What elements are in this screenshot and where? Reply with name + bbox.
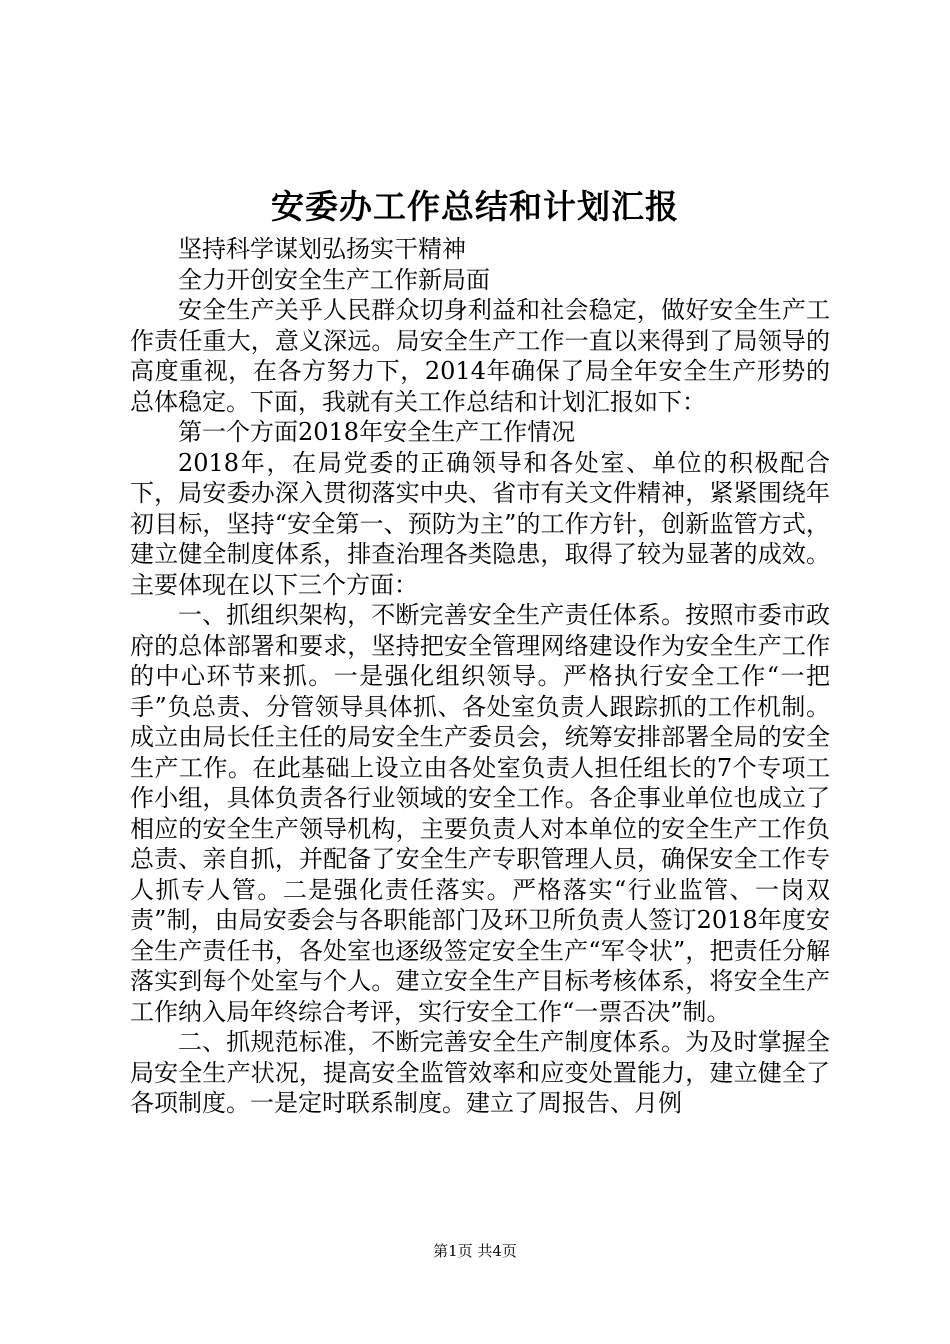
intro-paragraph: 安全生产关乎人民群众切身利益和社会稳定，做好安全生产工作责任重大，意义深远。局安全生产工作一直以来得到了局领导的高度重视，在各方努力下，2014年确保了局全年安全生产形势的总体稳定。下面，我就有关工作总结和计划汇报如下： bbox=[130, 296, 830, 416]
document-title: 安委办工作总结和计划汇报 bbox=[271, 187, 679, 226]
section-heading: 第一个方面2018年安全生产工作情况 bbox=[178, 418, 576, 446]
subtitle-line-2: 全力开创安全生产工作新局面 bbox=[178, 265, 490, 294]
page-number-footer: 第1页 共4页 bbox=[433, 1242, 517, 1260]
overview-paragraph: 2018年，在局党委的正确领导和各处室、单位的积极配合下，局安委办深入贯彻落实中央、省市有关文件精神，紧紧围绕年初目标，坚持“安全第一、预防为主”的工作方针，创新监管方式，建立健全制度体系，排查治理各类隐患，取得了较为显著的成效。主要体现在以下三个方面： bbox=[130, 448, 830, 599]
subtitle-line-1: 坚持科学谋划弘扬实干精神 bbox=[178, 235, 466, 263]
point-two-paragraph: 二、抓规范标准，不断完善安全生产制度体系。为及时掌握全局安全生产状况，提高安全监管效率和应变处置能力，建立健全了各项制度。一是定时联系制度。建立了周报告、月例 bbox=[130, 1028, 830, 1117]
document-body bbox=[130, 234, 830, 1119]
point-one-paragraph: 一、抓组织架构，不断完善安全生产责任体系。按照市委市政府的总体部署和要求，坚持把安全管理网络建设作为安全生产工作的中心环节来抓。一是强化组织领导。严格执行安全工作“一把手”负总责、分管领导具体抓、各处室负责人跟踪抓的工作机制。成立由局长任主任的局安全生产委员会，统筹安排部署全局的安全生产工作。在此基础上设立由各处室负责人担任组长的7个专项工作小组，具体负责各行业领域的安全工作。各企事业单位也成立了相应的安全生产领导机构，主要负责人对本单位的安全生产工作负总责、亲自抓，并配备了安全生产专职管理人员，确保安全工作专人抓专人管。二是强化责任落实。严格落实“行业监管、一岗双责”制，由局安委会与各职能部门及环卫所负责人签订2018年度安全生产责任书，各处室也逐级签定安全生产“军令状”，把责任分解落实到每个处室与个人。建立安全生产目标考核体系，将安全生产工作纳入局年终综合考评，实行安全工作“一票否决”制。 bbox=[130, 601, 830, 1026]
